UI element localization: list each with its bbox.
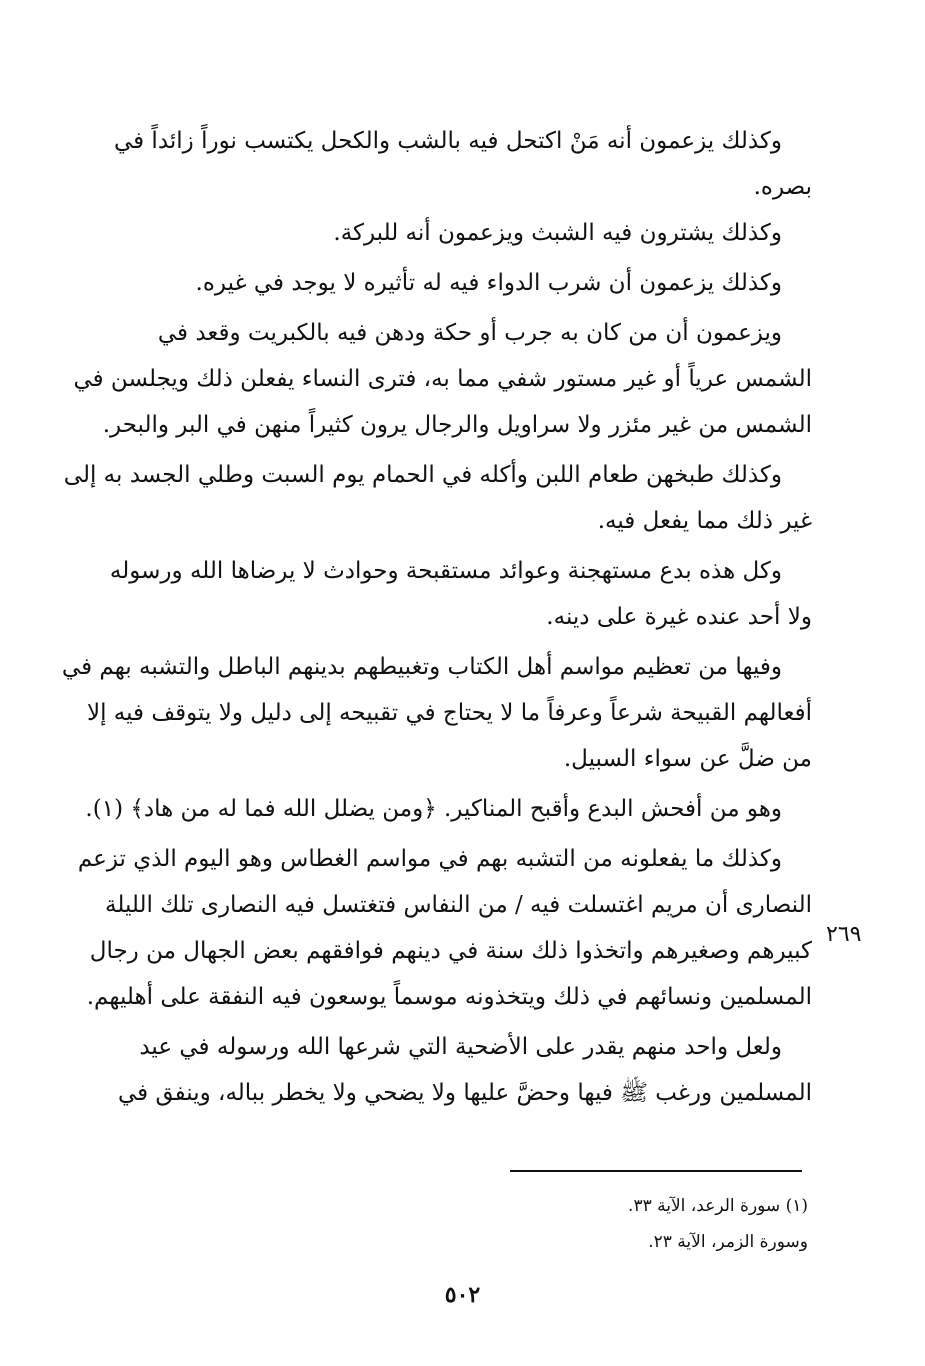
footnotes: [420, 1188, 808, 1260]
text-line: المسلمين ورغب ﷺ فيها وحضَّ عليها ولا يضحي ولا يخطر بباله، وينفق في: [117, 1080, 812, 1106]
text-line: الشمس عرياً أو غير مستور شفي مما به، فترى النساء يفعلن ذلك ويجلسن في: [73, 366, 812, 392]
text-line: وكذلك ما يفعلونه من التشبه بهم في مواسم الغطاس وهو اليوم الذي تزعم: [77, 846, 782, 872]
text-line: أفعالهم القبيحة شرعاً وعرفاً ما لا يحتاج في تقبيحه إلى دليل ولا يتوقف فيه إلا: [86, 700, 812, 726]
text-line: غير ذلك مما يفعل فيه.: [597, 508, 812, 534]
text-line: من ضلَّ عن سواء السبيل.: [563, 746, 812, 772]
text-line: ويزعمون أن من كان به جرب أو حكة ودهن فيه بالكبريت وقعد في: [157, 320, 782, 346]
text-line: وهو من أفحش البدع وأقبح المناكير. ﴿ومن يضلل الله فما له من هاد﴾ (١).: [85, 796, 782, 822]
main-text: [61, 118, 812, 1116]
text-line: كبيرهم وصغيرهم واتخذوا ذلك سنة في دينهم فوافقهم بعض الجهال من رجال: [89, 938, 812, 964]
footnote-line: (١) سورة الرعد، الآية ٣٣.: [628, 1196, 808, 1216]
page-number: ٥٠٢: [444, 1282, 481, 1308]
text-line: المسلمين ونسائهم في ذلك ويتخذونه موسماً يوسعون فيه النفقة على أهليهم.: [86, 984, 812, 1010]
text-line: الشمس من غير مئزر ولا سراويل والرجال يرون كثيراً منهن في البر والبحر.: [102, 412, 812, 438]
text-line: وكل هذه بدع مستهجنة وعوائد مستقبحة وحوادث لا يرضاها الله ورسوله: [109, 558, 782, 584]
text-line: وكذلك يزعمون أنه مَنْ اكتحل فيه بالشب والكحل يكتسب نوراً زائداً في: [113, 128, 782, 154]
text-line: وفيها من تعظيم مواسم أهل الكتاب وتغبيطهم بدينهم الباطل والتشبه بهم في: [61, 654, 782, 680]
text-line: وكذلك يزعمون أن شرب الدواء فيه له تأثيره لا يوجد في غيره.: [195, 270, 782, 296]
text-line: وكذلك طبخهن طعام اللبن وأكله في الحمام يوم السبت وطلي الجسد به إلى: [63, 462, 782, 488]
text-line: وكذلك يشترون فيه الشبث ويزعمون أنه للبركة.: [333, 220, 782, 246]
footnote-separator: [510, 1170, 802, 1172]
text-line: ولعل واحد منهم يقدر على الأضحية التي شرعها الله ورسوله في عيد: [139, 1034, 782, 1060]
footnote-line: وسورة الزمر، الآية ٢٣.: [648, 1232, 808, 1252]
manuscript-folio-number: ٢٦٩: [826, 922, 862, 947]
text-line: ولا أحد عنده غيرة على دينه.: [546, 604, 812, 630]
text-line: بصره.: [753, 174, 812, 200]
text-line: النصارى أن مريم اغتسلت فيه / من النفاس فتغتسل فيه النصارى تلك الليلة: [105, 892, 812, 918]
